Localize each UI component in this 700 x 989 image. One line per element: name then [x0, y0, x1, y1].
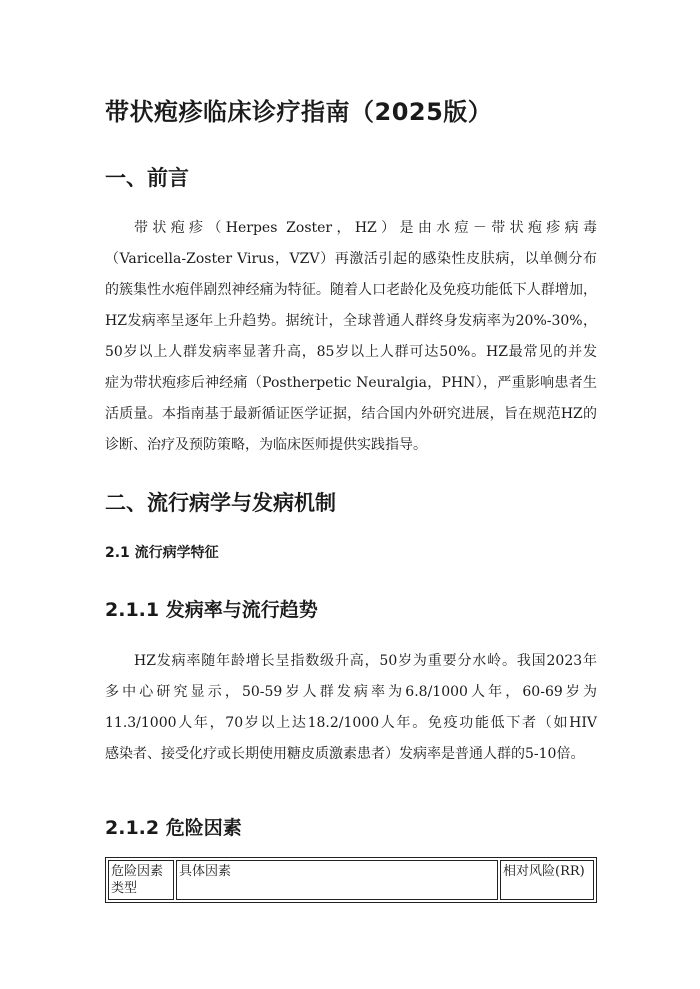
risk-factors-heading: 2.1.2 危险因素 — [105, 817, 242, 839]
epidemiology-heading: 二、流行病学与发病机制 — [105, 491, 336, 515]
document-title: 带状疱疹临床诊疗指南（2025版） — [105, 98, 493, 126]
paragraph-line: 多中心研究显示，50-59岁人群发病率为6.8/1000人年，60-69岁为 — [105, 684, 597, 700]
paragraph-line: 感染者、接受化疗或长期使用糖皮质激素患者）发病率是普通人群的5-10倍。 — [105, 746, 585, 762]
paragraph-line: 的簇集性水疱伴剧烈神经痛为特征。随着人口老龄化及免疫功能低下人群增加， — [105, 282, 597, 298]
preface-heading: 一、前言 — [105, 166, 189, 190]
paragraph-line: 11.3/1000人年，70岁以上达18.2/1000人年。免疫功能低下者（如HIV — [105, 715, 597, 731]
epidemiology-subheading: 2.1 流行病学特征 — [105, 545, 219, 561]
paragraph-line: 诊断、治疗及预防策略，为临床医师提供实践指导。 — [105, 437, 427, 453]
table-header-rr: 相对风险(RR) — [500, 860, 594, 900]
paragraph-line: 50岁以上人群发病率显著升高，85岁以上人群可达50%。HZ最常见的并发 — [105, 344, 597, 360]
paragraph-line: HZ发病率呈逐年上升趋势。据统计，全球普通人群终身发病率为20%-30%， — [105, 313, 597, 329]
table-header-type: 危险因素类型 — [108, 860, 174, 900]
paragraph-line: 带状疱疹（Herpes Zoster，HZ）是由水痘－带状疱疹病毒 — [134, 220, 597, 236]
risk-factors-table — [105, 857, 597, 903]
table-header-row — [108, 860, 594, 900]
paragraph-line: （Varicella-Zoster Virus，VZV）再激活引起的感染性皮肤病，以单侧分布 — [105, 251, 597, 267]
table-header-factor: 具体因素 — [176, 860, 498, 900]
preface-paragraph — [105, 213, 597, 461]
incidence-paragraph — [105, 646, 597, 770]
paragraph-line: 症为带状疱疹后神经痛（Postherpetic Neuralgia，PHN），严重影响患者生 — [105, 375, 597, 391]
paragraph-line: 活质量。本指南基于最新循证医学证据，结合国内外研究进展，旨在规范HZ的 — [105, 406, 597, 422]
paragraph-line: HZ发病率随年龄增长呈指数级升高，50岁为重要分水岭。我国2023年 — [134, 653, 597, 669]
incidence-heading: 2.1.1 发病率与流行趋势 — [105, 599, 318, 621]
